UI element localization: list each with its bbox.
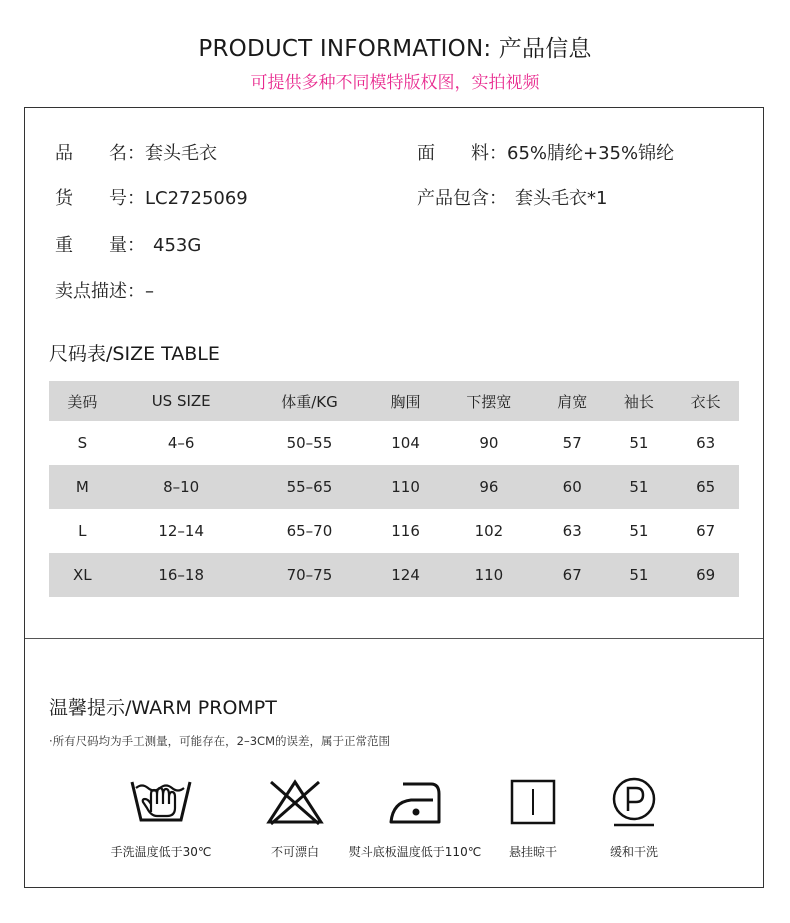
- line-dry-icon: [509, 776, 557, 828]
- info-name-label: 品 名：: [55, 143, 145, 164]
- header-cell: US SIZE: [116, 381, 247, 421]
- table-cell: XL: [49, 553, 116, 597]
- table-cell: 102: [474, 522, 504, 540]
- table-cell: 4–6: [167, 434, 195, 452]
- table-cell: L: [78, 522, 87, 540]
- size-table-title: 尺码表/SIZE TABLE: [49, 343, 220, 365]
- size-table: [49, 381, 739, 597]
- size-table-header: [49, 381, 739, 421]
- info-contents-label: 产品包含：: [417, 188, 507, 209]
- info-name: [55, 139, 217, 165]
- iron-label: 熨斗底板温度低于110℃: [348, 845, 482, 859]
- header-cell: 体重/KG: [247, 381, 373, 421]
- measurement-note: ·所有尺码均为手工测量，可能存在，2–3CM的误差，属于正常范围: [49, 734, 390, 748]
- table-cell: 63: [562, 522, 582, 540]
- header-cell: 胸围: [372, 381, 439, 421]
- section-divider: [25, 638, 763, 639]
- page-title: PRODUCT INFORMATION: 产品信息: [198, 36, 592, 62]
- table-cell: 110: [372, 465, 439, 509]
- table-row: [49, 509, 739, 553]
- table-cell: 90: [479, 434, 499, 452]
- table-cell: 67: [539, 553, 606, 597]
- info-selling-label: 卖点描述：: [55, 281, 145, 302]
- table-cell: 69: [672, 553, 739, 597]
- info-selling-value: –: [145, 281, 154, 302]
- info-weight-value: 453G: [153, 235, 202, 256]
- table-cell: 50–55: [286, 434, 333, 452]
- table-cell: 57: [562, 434, 582, 452]
- iron-icon: [387, 776, 443, 828]
- header-cell: 美码: [49, 381, 116, 421]
- table-row: [49, 465, 739, 509]
- line-dry-label: 悬挂晾干: [508, 845, 557, 859]
- table-cell: 60: [539, 465, 606, 509]
- no-bleach-label: 不可漂白: [270, 845, 319, 859]
- table-cell: 104: [391, 434, 420, 452]
- table-cell: 55–65: [247, 465, 373, 509]
- info-material: [417, 139, 674, 165]
- info-weight: [55, 231, 201, 257]
- table-row: [49, 553, 739, 597]
- info-name-value: 套头毛衣: [145, 143, 217, 164]
- info-sku-value: LC2725069: [145, 188, 248, 209]
- header-cell: 衣长: [672, 381, 739, 421]
- table-cell: 96: [439, 465, 539, 509]
- table-row: [49, 421, 739, 465]
- info-contents-value: 套头毛衣*1: [515, 188, 608, 209]
- table-cell: 116: [391, 522, 420, 540]
- warm-prompt-title: 温馨提示/WARM PROMPT: [49, 697, 277, 719]
- table-cell: 65–70: [286, 522, 333, 540]
- header-cell: 肩宽: [539, 381, 606, 421]
- table-cell: 12–14: [158, 522, 205, 540]
- dry-clean-label: 缓和干洗: [609, 845, 658, 859]
- info-weight-label: 重 量：: [55, 235, 145, 256]
- table-cell: 124: [372, 553, 439, 597]
- info-contents: [417, 184, 607, 210]
- table-cell: 51: [629, 434, 649, 452]
- table-cell: 67: [696, 522, 716, 540]
- info-material-label: 面 料：: [417, 143, 507, 164]
- info-sku-label: 货 号：: [55, 188, 145, 209]
- no-bleach-icon: [265, 776, 325, 828]
- table-cell: 51: [606, 465, 673, 509]
- header-cell: 下摆宽: [439, 381, 539, 421]
- header-cell: 袖长: [606, 381, 673, 421]
- table-cell: 51: [606, 553, 673, 597]
- page-subtitle: 可提供多种不同模特版权图，实拍视频: [250, 73, 540, 93]
- table-cell: 16–18: [116, 553, 247, 597]
- hand-wash-icon: [129, 776, 193, 828]
- table-cell: M: [49, 465, 116, 509]
- dry-clean-p-icon: [611, 776, 657, 828]
- table-cell: 65: [672, 465, 739, 509]
- table-cell: 63: [696, 434, 716, 452]
- table-cell: 70–75: [247, 553, 373, 597]
- table-cell: 8–10: [116, 465, 247, 509]
- hand-wash-label: 手洗温度低于30℃: [110, 845, 212, 859]
- info-selling: [55, 277, 154, 303]
- table-cell: 51: [629, 522, 649, 540]
- info-sku: [55, 184, 248, 210]
- table-cell: S: [77, 434, 88, 452]
- table-cell: 110: [439, 553, 539, 597]
- info-material-value: 65%腈纶+35%锦纶: [507, 143, 675, 164]
- product-info-frame: [24, 107, 764, 888]
